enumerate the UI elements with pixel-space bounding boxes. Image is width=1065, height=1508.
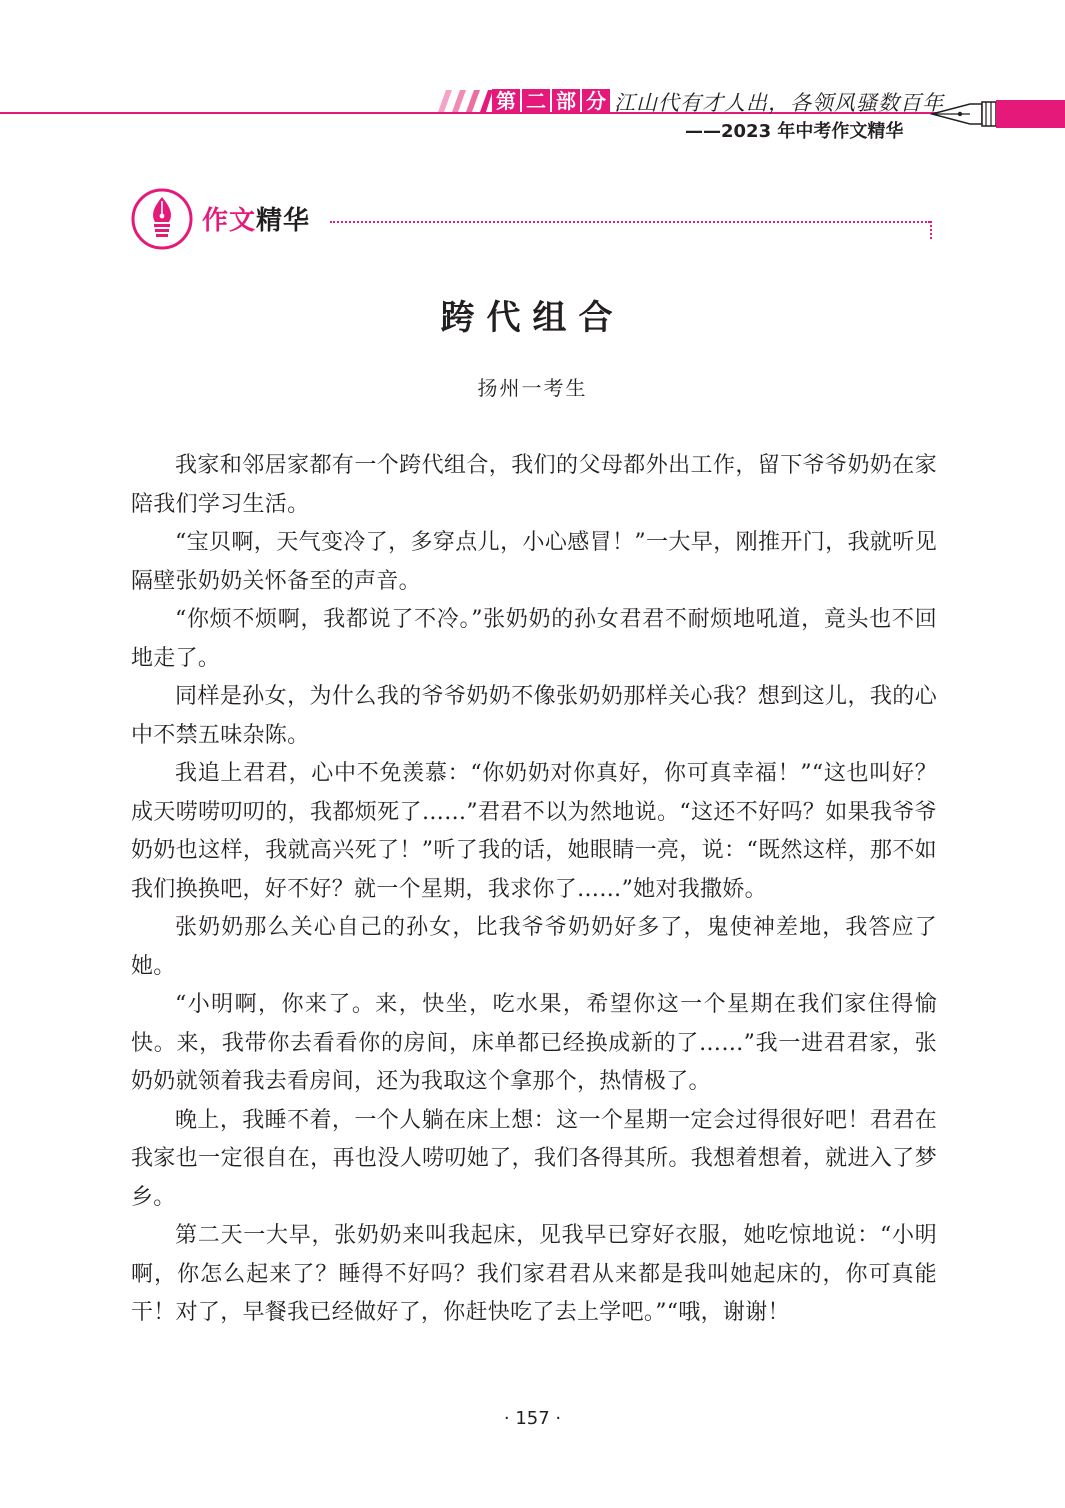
pen-nib-circle-icon xyxy=(131,188,193,250)
paragraph-6: 张奶奶那么关心自己的孙女，比我爷爷奶奶好多了，鬼使神差地，我答应了她。 xyxy=(131,915,937,979)
header-section-char-3: 部 xyxy=(552,89,580,113)
header-stripes-decoration xyxy=(432,90,492,112)
paragraph-9: 第二天一大早，张奶奶来叫我起床，见我早已穿好衣服，她吃惊地说：“小明啊，你怎么起来了？睡得不好吗？我们家君君从来都是我叫她起床的，你可真能干！对了，早餐我已经做好了，你赶快吃了去上学吧。”“哦，谢谢！ xyxy=(131,1223,937,1325)
paragraph-5: 我追上君君，心中不免羡慕：“你奶奶对你真好，你可真幸福！”“这也叫好？成天唠唠叨叨的，我都烦死了……”君君不以为然地说。“这还不好吗？如果我爷爷奶奶也这样，我就高兴死了！”听了我的话，她眼睛一亮，说：“既然这样，那不如我们换换吧，好不好？就一个星期，我求你了……”她对我撒娇。 xyxy=(131,761,937,902)
section-label-dark: 精华 xyxy=(256,206,311,236)
page-number: · 157 · xyxy=(503,1408,562,1429)
article-author: 扬州一考生 xyxy=(477,376,588,400)
paragraph-3: “你烦不烦啊，我都说了不冷。”张奶奶的孙女君君不耐烦地吼道，竟头也不回地走了。 xyxy=(131,607,937,671)
paragraph-8: 晚上，我睡不着，一个人躺在床上想：这一个星期一定会过得很好吧！君君在我家也一定很自在，再也没人唠叨她了，我们各得其所。我想着想着，就进入了梦乡。 xyxy=(131,1107,937,1210)
fountain-pen-nib-icon xyxy=(930,96,1065,132)
paragraph-4: 同样是孙女，为什么我的爷爷奶奶不像张奶奶那样关心我？想到这儿，我的心中不禁五味杂陈。 xyxy=(131,684,937,748)
header-slogan: 江山代有才人出，各领风骚数百年 xyxy=(614,91,944,115)
header-section-char-4: 分 xyxy=(582,89,610,113)
article-title: 跨代组合 xyxy=(440,298,625,338)
section-dotted-rule xyxy=(330,221,930,223)
header-section-char-2: 二 xyxy=(522,89,550,113)
article-body xyxy=(131,447,937,1333)
section-label xyxy=(202,200,310,237)
header-subtitle: ——2023 年中考作文精华 xyxy=(685,121,904,142)
header-section-char-1: 第 xyxy=(492,89,520,113)
paragraph-1: 我家和邻居家都有一个跨代组合，我们的父母都外出工作，留下爷爷奶奶在家陪我们学习生活。 xyxy=(131,453,937,517)
paragraph-7: “小明啊，你来了。来，快坐，吃水果，希望你这一个星期在我们家住得愉快。来，我带你去看看你的房间，床单都已经换成新的了……”我一进君君家，张奶奶就领着我去看房间，还为我取这个拿那个，热情极了。 xyxy=(131,992,937,1094)
section-label-pink: 作文 xyxy=(202,206,257,236)
section-dotted-rule-end xyxy=(930,221,932,239)
paragraph-2: “宝贝啊，天气变冷了，多穿点儿，小心感冒！”一大早，刚推开门，我就听见隔壁张奶奶关怀备至的声音。 xyxy=(131,530,937,594)
